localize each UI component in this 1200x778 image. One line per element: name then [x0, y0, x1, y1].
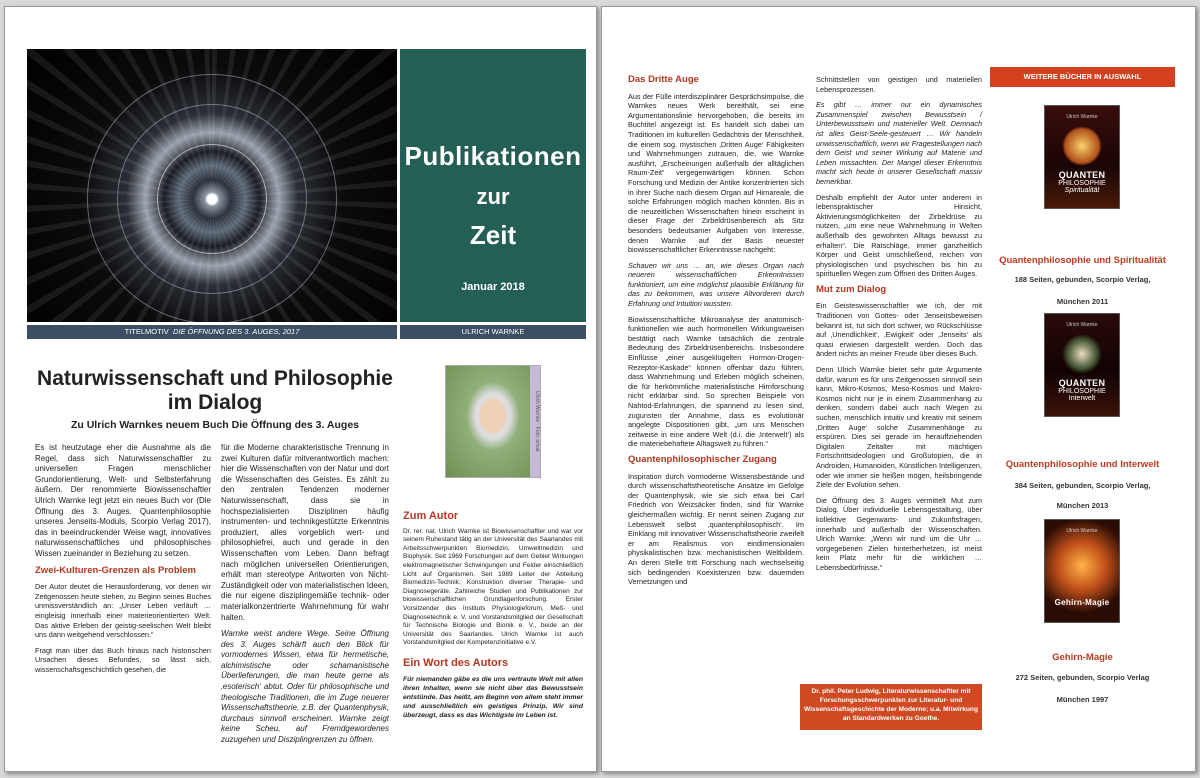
- book-cover-title: QUANTEN: [1058, 378, 1106, 388]
- book-info-2: [990, 479, 1175, 513]
- paragraph-empfehlung: Deshalb empfiehlt der Autor unter anderem in lebenspraktischer Hinsicht, Aktivierungsmöglichkeiten der Zirbeldrüse zu nutzen, „um eine neue Wahrnehmung in Welten außerhalb des gewohnten Alltags bewusst zu erhalten“. Die Ratschläge, immer ganzheitlich Körper und Geist umschließend, reichen von physiologischen und psychischen bis hin zu spirituellen Wegen zum Öffnen des Dritten Auges.: [816, 192, 982, 279]
- sun-icon: [1062, 126, 1102, 166]
- book-cover-3[interactable]: [1044, 519, 1120, 623]
- caption-label: TITELMOTIV: [124, 327, 169, 336]
- quote-dynamisch: Es gibt … immer nur ein dynamisches Zusammenspiel zwischen Bewusstsein / Unterbewusstsein und materieller Welt. Demnach ist alles Geist-Seele-gesteuert … Wir handeln unwissenschaftlich, wenn wir Fragestellungen nach dem Geist und seiner Wirkung auf Materie und Leben missachten. Der Mangel dieser Erkenntnis macht sich heute in unserer Gesellschaft massiv bemerkbar.: [816, 100, 982, 186]
- book-cover-2[interactable]: [1044, 313, 1120, 417]
- book-cover-title: QUANTEN: [1058, 170, 1106, 180]
- book-info-line: München 1997: [1056, 695, 1109, 704]
- book-cover-title: Gehirn-Magie: [1054, 598, 1110, 607]
- book-info-line: 272 Seiten, gebunden, Scorpio Verlag: [1015, 673, 1150, 682]
- banner-line2: zur: [476, 184, 510, 209]
- paragraph-warnke-ways: Warnke weist andere Wege. Seine Öffnung des 3. Auges schärft auch den Blick für vormodernes Wissen, etwa für hermetische, alchimistische oder schamanistische Überlieferungen, die man heute gerne als ‚esoterisch‘ abtut. Oder für philosophische und theologische Traditionen, die im Zuge neuerer Wissenschaftstheorie, z.B. der Quantenphysik, durchaus sinnvoll erscheinen. Warnke zeigt keine Scheu, auf Fremdgewordenes zuzugehen und Disziplingrenzen zu öffnen.: [221, 629, 389, 745]
- sidebar-header: WEITERE BÜCHER IN AUSWAHL: [990, 67, 1175, 87]
- book-info-line: 188 Seiten, gebunden, Scorpio Verlag,: [1014, 275, 1151, 284]
- paragraph-inspiration: Inspiration durch vormoderne Wissensbestände und durch wissenschaftstheoretische Ansätze im Gefolge der Quantenphysik, wie sie sich etwa bei Carl Friedrich von Weizsäcker finden, sind für Warnke gleichermaßen wichtig. Er nennt seinen Zugang zur Lebenswelt selbst ‚quantenphilosophisch‘. Im Einklang mit innovativer Wissenschaftstheorie zweifelt er am Realismus von eindimensionalen physikalistischen bzw. mechanistischen Weltbildern. An deren Stelle tritt Forschung nach wechselseitig sich bedingenden Koexistenzen bzw. dauernden Vernetzungen und: [628, 471, 804, 587]
- paragraph-challenge: Der Autor deutet die Herausforderung, vor denen wir Zeitgenossen heute stehen, zu Beginn seines Buches unmissverständlich an: „Unser Leben verläuft … eingleisig innerhalb einer materieorientierten Welt. Das aktive Erleben der geistig-seelischen Welt bleibt uns dann weitgehend verschlossen.“: [35, 582, 211, 640]
- left-column-3: [403, 507, 583, 726]
- left-column-2: [221, 443, 389, 752]
- left-column-1: [35, 443, 211, 680]
- book-info-line: München 2011: [1056, 297, 1109, 306]
- article-subtitle: Zu Ulrich Warnkes neuem Buch Die Öffnung des 3. Auges: [70, 419, 360, 431]
- author-quote: Für niemanden gäbe es die uns vertraute Welt mit allen ihren Inhalten, wenn sie nicht über das Bewusstsein entstünde. Das heißt, am Beginn von allem steht immer und ausschließlich ein geistiges Prinzip. Wir sind überzeugt, dass es das Wichtigste im Leben ist.: [403, 675, 583, 719]
- heading-quantenphilosophisch: Quantenphilosophischer Zugang: [628, 453, 777, 465]
- publication-banner: [400, 49, 586, 322]
- paragraph-argumente: Denn Ulrich Warnke bietet sehr gute Argumente dafür, warum es für uns Zeitgenossen sinnvoll sein kann, Mikro-Kosmos, Meso-Kosmos und Makro-Kosmos nicht nur je in einem Zusammenhang zu denken, sondern dabei auch nach Wegen zu suchen, menschlich intuitiv und kreativ mit seinem ‚Dritten Auge‘ solche Zusammenhänge zu erspüren. Dies sei gerade im herauffziehenden Digitalen Zeitalter mit mächtigen Fortschrittsideologien und Großutopien, die in Androiden, Humanoiden, Künstlichen Intelligenzen, oder wie immer sie heißen mögen, heilsbringende Ziele der Evolution sehen.: [816, 365, 982, 490]
- left-page: [4, 6, 597, 772]
- quote-organ: Schauen wir uns … an, wie dieses Organ nach neueren wissenschaftlichen Erkenntnissen funktioniert, um eine möglichst plausible Erklärung für das zu bekommen, was unsere Altvorderen durch Erfahrung und Intuition wussten.: [628, 260, 804, 309]
- heading-mut-zum-dialog: Mut zum Dialog: [816, 283, 887, 295]
- banner-date: Januar 2018: [461, 281, 525, 293]
- paragraph-dritte-auge: Aus der Fülle interdisziplinärer Gesprächsimpulse, die Warnkes neues Werk bereithält, sei eine Argumentationslinie hervorgehoben, die bereits im Buchtitel angezeigt ist. Es handelt sich dabei um Traditionen im kulturellen Gedächtnis der Menschheit, die einem sog. mystischen ‚Dritten Auge‘ Fähigkeiten und Wahrnehmungen zutrauen, die, wie Warnke ausführt, „Erscheinungen außerhalb der alltäglichen Raum-Zeit“ vergegenwärtigen können. Schon Forschung und Medizin der Antike konzentrierten sich in ihrer Suche nach diesem Organ auf Hirnareale, die solche Erfahrungen möglich machen könnten. Bis in die neuzeitlichen Wissenschaften hinein erscheint in dieser Frage der Zirbeldrüsenbereich als Sitz besonders bedeutsamer Aufgaben von Interesse, denen Warnke auf der Basis neuester biowissenschaftlicher Erkenntnisse nachgeht:: [628, 91, 804, 255]
- book-info-1: [990, 273, 1175, 309]
- cover-eye-image: [27, 49, 397, 322]
- book-cover-title: PHILOSOPHIE: [1058, 180, 1106, 187]
- author-bio: Dr. rer. nat. Ulrich Warnke ist Biowissenschaftler und war vor seinem Ruhestand tätig an der Universität des Saarlandes mit Arbeitsschwerpunkten Biomedizin, Umweltmedizin und Biophysik. Seit 1969 Forschungen auf dem Gebiet Wirkungen elektromagnetischer Schwingungen und Felder einschließlich Licht auf Organismen. Seit 1989 Leiter der Abteilung Biomedizin-Technik; Konstruktion diverser Therapie- und Diagnosegeräte. Zahlreiche Studien und Publikationen zur biowissenschaftlichen Grundlagenforschung. Erster Vorsitzender des Instituts Physiologieforum, Meß- und Diagnosetechnik e. V. und Vorstandsmitglied der Gesellschaft für Technische Biologie und Bionik e. V., beide an der Universität des Saarlandes. Ulrich Warnke ist auch Vorstandsmitglied der Kompetenzinitiative e.V.: [403, 527, 583, 647]
- portrait-credit: Ulrich Warnke · Foto: privat: [530, 366, 540, 477]
- banner-line1: Publikationen: [404, 141, 582, 171]
- book-title-1[interactable]: Quantenphilosophie und Spiritualität: [999, 255, 1166, 266]
- banner-line3: Zeit: [469, 220, 517, 250]
- caption-bar-left: [27, 325, 397, 339]
- book-info-line: 384 Seiten, gebunden, Scorpio Verlag,: [1014, 481, 1151, 490]
- right-column-1: [628, 71, 804, 593]
- book-cover-author: Ulrich Warnke: [1066, 322, 1098, 328]
- book-cover-1[interactable]: [1044, 105, 1120, 209]
- book-cover-title: PHILOSOPHIE: [1058, 388, 1106, 395]
- right-page: [601, 6, 1196, 772]
- caption-bar-author: ULRICH WARNKE: [400, 325, 586, 339]
- book-info-line: München 2013: [1056, 501, 1109, 510]
- book-cover-subtitle: Spiritualität: [1064, 187, 1100, 194]
- tree-icon: [1062, 334, 1102, 374]
- heading-dritte-auge: Das Dritte Auge: [628, 74, 699, 85]
- book-cover-author: Ulrich Warnke: [1066, 114, 1098, 120]
- heading-wort-des-autors: Ein Wort des Autors: [403, 656, 509, 669]
- heading-zwei-kulturen: Zwei-Kulturen-Grenzen als Problem: [35, 564, 196, 576]
- caption-work: DIE ÖFFNUNG DES 3. AUGES, 2017: [172, 327, 300, 336]
- paragraph-geisteswissenschaftler: Ein Geisteswissenschaftler wie ich, der mit Traditionen von Gottes- oder Jenseitsbeweisen bekannt ist, tut sich dort schwer, wo Rückschlüsse auf ‚Unendlichkeit‘, ‚Ewigkeit‘ oder ‚Jenseits‘ als quasi erwiesen dargestellt werden. Doch das ändert nichts an meiner Freude über dieses Buch.: [816, 301, 982, 359]
- book-title-3[interactable]: Gehirn-Magie: [1052, 652, 1113, 663]
- paragraph-two-cultures: für die Moderne charakteristische Trennung in zwei Kulturen dafür mitverantwortlich machen: hier die Wissenschaften von der Natur und dort die Wissenschaften des Geistes. Es zählt zu den zentralen Tendenzen moderner Naturwissenschaft, dass sie in hochspezialisierten Disziplinen häufig instrumenten- und technikgestützte Erkenntnis produziert, alles vorgeblich wert- und philosophiefrei, auch und gerade in den Wissenschaften vom Leben. Dann befragt nach möglichen universellen Orientierungen, erhält man stereotype Antworten von Nicht-Zuständigkeit oder von materialistischen Ideen, die nur eigene disziplingemäße technik- oder materialkonzentrierte Wahrnehmung für wahr halten.: [221, 443, 389, 622]
- heading-zum-autor: Zum Autor: [403, 510, 459, 522]
- paragraph-mikroanalyse: Biowissenschaftliche Mikroanalyse der anatomisch-funktionellen wie auch hormonellen Wirkungsweisen bestätigt nach Warnke tatsächlich die zentrale Bedeutung des Zirbeldrüsenbereichs. Insbesondere Einflüsse „einer ausgeklügelten Hormon-Drogen-Rezeptor-Kaskade“ können offenbar dazu führen, dass Wahrnehmung und Erleben möglich scheinen, die für herkömmliche materialistische Hirnforschung nicht erklärbar sind. So sprechen Beispiele von Nahtod-Erfahrungen, die spannend zu lesen sind, zugunsten der Annahme, dass es evolutionär angelegte Dispositionen gibt, „um uns Menschen zeitweise in eine andere Welt (d.i. die ‚Interwelt‘) als die materiebehaftete Alltagswelt zu führen.“: [628, 314, 804, 449]
- paragraph-schnittstellen: Schnittstellen von geistigen und materiellen Lebensprozessen.: [816, 75, 982, 94]
- book-info-3: [990, 671, 1175, 707]
- book-cover-subtitle: Interwelt: [1068, 395, 1096, 402]
- intro-paragraph: Es ist heutzutage eher die Ausnahme als die Regel, dass sich Naturwissenschaftler zu universellen Fragen menschlicher Grundorientierung, Welt- und Selbsterfahrung äußern. Der renommierte Biowissenschaftler Ulrich Warnke legt jetzt ein neues Buch vor (Die Öffnung des 3. Auges. Quantenphilosophie unseres Jenseits-Moduls, Scorpio Verlag 2017), das in beeindruckender Weise wagt, innovatives naturwissenschaftliches und philosophisches Wissen zueinander in Beziehung zu setzen.: [35, 443, 211, 558]
- right-column-2: [816, 75, 982, 579]
- article-title: Naturwissenschaft und Philosophie im Dialog: [37, 367, 393, 414]
- paragraph-mut: Die Öffnung des 3. Auges vermittelt Mut zum Dialog. Über individuelle Lebensgestaltung, über kollektive Gegenwarts- und Zukunftsfragen, innerhalb und außerhalb der Wissenschaften. Ulrich Warnke: „Wenn wir rund um die Uhr … vorgegebenen Zielen hinterherhetzen, ist meist kein Platz mehr für die wirklichen … Lebensbedürfnisse.“: [816, 495, 982, 572]
- reviewer-bio-box: Dr. phil. Peter Ludwig, Literaturwissenschaftler mit Forschungsschwerpunkten zur Literatur- und Wissenschaftsgeschichte der Moderne; u.a. Mitwirkung an Standardwerken zu Goethe.: [800, 684, 982, 730]
- author-portrait: [445, 365, 541, 478]
- paragraph-historical: Fragt man über das Buch hinaus nach historischen Ursachen dieses Befundes, so lässt sich, wissenschaftsgeschichtlich gesehen, die: [35, 645, 211, 674]
- book-cover-author: Ulrich Warnke: [1066, 528, 1098, 534]
- book-title-2[interactable]: Quantenphilosophie und Interwelt: [1005, 459, 1160, 470]
- brain-icon: [1062, 540, 1102, 580]
